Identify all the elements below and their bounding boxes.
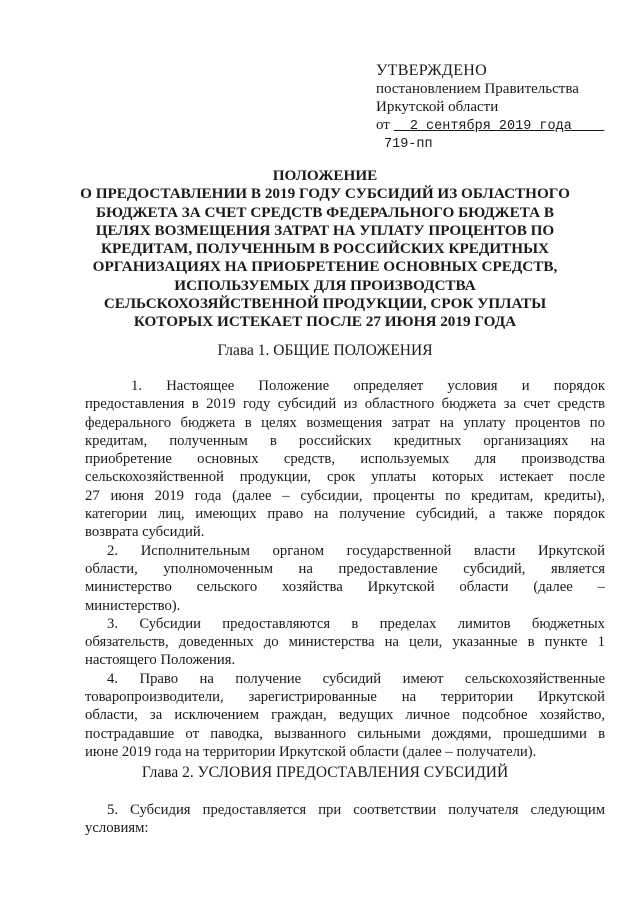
approval-date: 2 сентября 2019 года — [409, 119, 572, 134]
text-line: 27 июня 2019 года (далее – субсидии, проценты по кредитам, кредиты), — [85, 487, 605, 504]
title-line: ОРГАНИЗАЦИЯХ НА ПРИОБРЕТЕНИЕ ОСНОВНЫХ СРЕДСТВ, — [92, 258, 558, 276]
text-line: 1. Настоящее Положение определяет условия и порядок — [131, 378, 605, 394]
chapter-2-body — [85, 801, 605, 838]
title-line: ЦЕЛЯХ ВОЗМЕЩЕНИЯ ЗАТРАТ НА УПЛАТУ ПРОЦЕНТОВ ПО — [95, 221, 555, 239]
paragraph-2 — [85, 542, 605, 615]
paragraph-4 — [85, 670, 605, 761]
text-line: министерство). — [85, 597, 181, 614]
approval-stamp — [376, 62, 626, 154]
text-line: категории лиц, имеющих право на получение субсидий, а также порядок — [85, 506, 605, 523]
approval-line-2: Иркутской области — [376, 99, 499, 115]
text-line: условиям: — [85, 820, 149, 837]
paragraph-1 — [85, 377, 605, 542]
text-line: области, за исключением граждан, ведущих личное подсобное хозяйство, — [85, 707, 605, 724]
text-line: обязательств, доведенных до министерства на цели, указанные в пункте 1 — [85, 634, 605, 651]
chapter-1-body — [85, 377, 605, 761]
paragraph-5 — [85, 801, 605, 838]
title-line: ПОЛОЖЕНИЕ — [272, 167, 378, 184]
text-line: предоставления в 2019 году субсидий из областного бюджета за счет средств — [85, 396, 605, 413]
text-line: федерального бюджета в целях возмещения затрат на уплату процентов по — [85, 414, 605, 431]
paragraph-3 — [85, 615, 605, 670]
title-line: КОТОРЫХ ИСТЕКАЕТ ПОСЛЕ 27 ИЮНЯ 2019 ГОДА — [133, 313, 517, 331]
text-line: 4. Право на получение субсидий имеют сельскохозяйственные — [107, 670, 605, 687]
text-line: пострадавшие от паводка, вызванного сильными дождями, прошедшими в — [85, 725, 605, 742]
text-line: министерство сельского хозяйства Иркутской области (далее – — [85, 579, 605, 596]
chapter-1-heading: Глава 1. ОБЩИЕ ПОЛОЖЕНИЯ — [217, 342, 433, 359]
title-line: СЕЛЬСКОХОЗЯЙСТВЕННОЙ ПРОДУКЦИИ, СРОК УПЛАТЫ — [103, 295, 547, 313]
text-line: 5. Субсидия предоставляется при соответствии получателя следующим — [107, 802, 605, 818]
text-line: области, уполномоченным на предоставление субсидий, является — [85, 560, 605, 577]
approval-title: УТВЕРЖДЕНО — [376, 62, 488, 79]
approval-date-line — [376, 116, 626, 136]
text-line: товаропроизводители, зарегистрированные на территории Иркутской — [85, 689, 605, 706]
approval-number: 719-пп — [384, 137, 433, 152]
title-line: КРЕДИТАМ, ПОЛУЧЕННЫМ В РОССИЙСКИХ КРЕДИТНЫХ — [101, 240, 549, 258]
text-line: настоящего Положения. — [85, 652, 236, 669]
text-line: 3. Субсидии предоставляются в пределах лимитов бюджетных — [107, 615, 605, 632]
text-line: возврата субсидий. — [85, 524, 205, 541]
chapter-2-heading: Глава 2. УСЛОВИЯ ПРЕДОСТАВЛЕНИЯ СУБСИДИЙ — [141, 764, 509, 781]
text-line: приобретение основных средств, используемых для производства — [85, 451, 605, 468]
text-line: июне 2019 года на территории Иркутской области (далее – получатели). — [85, 743, 537, 760]
approval-line-1: постановлением Правительства — [376, 81, 579, 97]
text-line: 2. Исполнительным органом государственной власти Иркутской — [107, 542, 605, 559]
title-line: БЮДЖЕТА ЗА СЧЕТ СРЕДСТВ ФЕДЕРАЛЬНОГО БЮДЖЕТА В — [96, 203, 554, 221]
text-line: кредитам, полученным в российских кредитных организациях на — [85, 432, 605, 449]
title-line: О ПРЕДОСТАВЛЕНИИ В 2019 ГОДУ СУБСИДИЙ ИЗ ОБЛАСТНОГО — [80, 185, 570, 203]
text-line: сельскохозяйственной продукции, срок уплаты которых истекает после — [85, 469, 605, 486]
title-line: ИСПОЛЬЗУЕМЫХ ДЛЯ ПРОИЗВОДСТВА — [174, 276, 476, 294]
approval-date-prefix: от — [376, 117, 390, 133]
document-title — [80, 167, 570, 332]
